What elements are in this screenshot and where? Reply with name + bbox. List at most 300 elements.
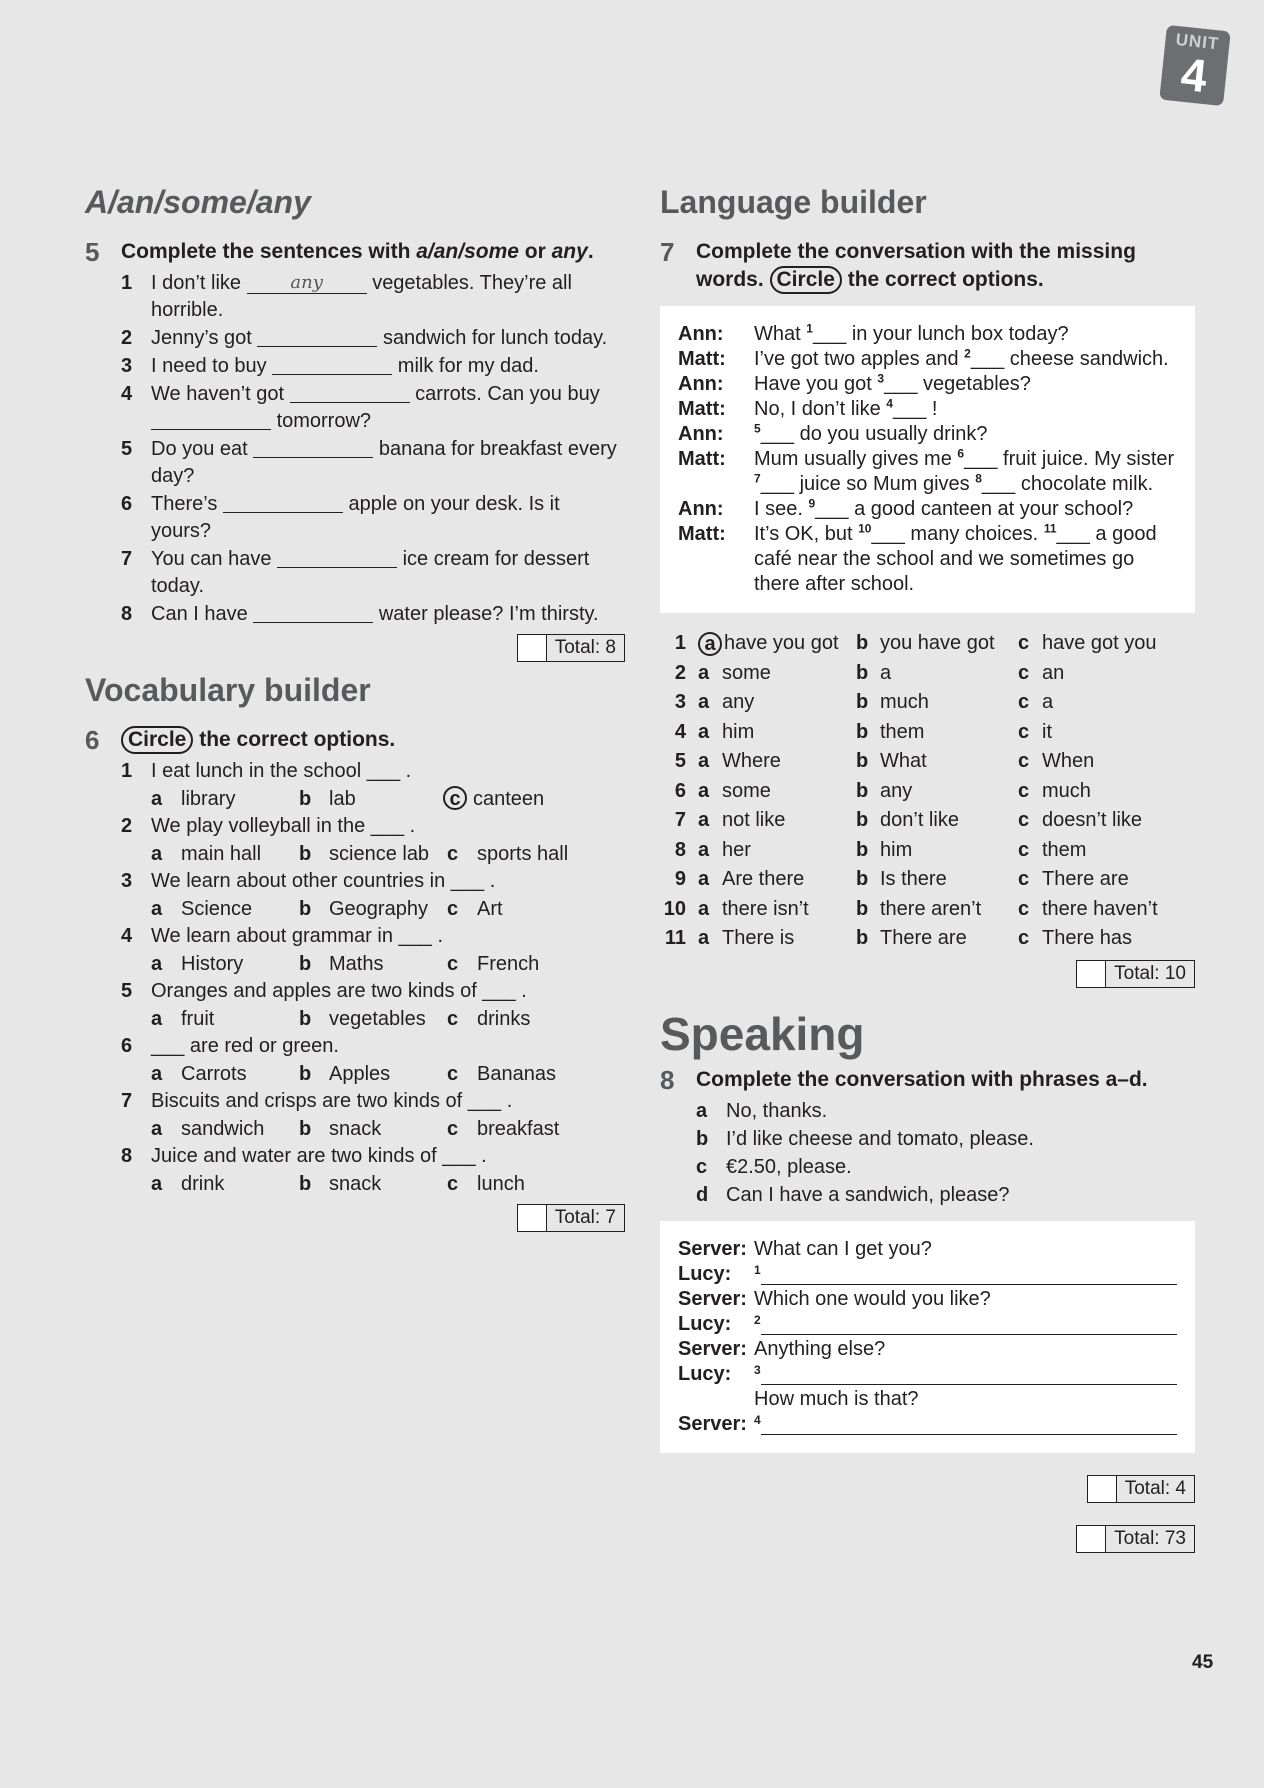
gap-number: 7 xyxy=(754,471,761,486)
question xyxy=(121,868,625,895)
option-row xyxy=(660,865,1195,895)
option-letter: b xyxy=(299,1008,312,1030)
conversation-line xyxy=(678,372,1177,397)
answer-blank[interactable] xyxy=(277,547,397,568)
option-text: drink xyxy=(181,1173,225,1195)
option-letter: c xyxy=(443,786,467,810)
option-letter: b xyxy=(299,1118,312,1140)
sentence-start: Can I have xyxy=(151,603,248,625)
answer-line[interactable] xyxy=(761,1362,1177,1385)
option-letter: b xyxy=(299,1063,312,1085)
item-number: 8 xyxy=(674,838,686,861)
text-fragment: ___ many choices. xyxy=(871,523,1044,545)
option-text: have you got xyxy=(724,632,839,654)
option-letter: c xyxy=(1018,838,1030,861)
answer-blank[interactable] xyxy=(223,492,343,513)
option-c[interactable] xyxy=(447,1171,607,1198)
total-label: Total: 73 xyxy=(1114,1527,1186,1549)
option-b[interactable] xyxy=(299,841,447,868)
option-text: not like xyxy=(722,809,786,831)
ex7-instruction xyxy=(660,238,1195,294)
answer-blank[interactable] xyxy=(151,409,271,430)
option-row xyxy=(121,1171,625,1198)
answer-blank[interactable] xyxy=(253,602,373,623)
option-letter: c xyxy=(1018,897,1030,920)
line-text xyxy=(754,372,1177,397)
gap-number: 2 xyxy=(964,346,971,361)
option-letter: c xyxy=(447,1063,459,1085)
option-text: What xyxy=(880,750,927,772)
option-a[interactable] xyxy=(698,865,856,895)
option-letter: a xyxy=(698,779,710,802)
option-a[interactable] xyxy=(151,1171,299,1198)
option-letter: c xyxy=(447,1118,459,1140)
option-text: him xyxy=(722,720,755,743)
option-text: there isn’t xyxy=(722,897,809,920)
option-row xyxy=(660,629,1195,659)
option-c[interactable] xyxy=(1018,629,1178,659)
item-number: 1 xyxy=(121,272,133,294)
option-b[interactable] xyxy=(856,836,1018,866)
ex6-total xyxy=(85,1204,625,1232)
option-c[interactable] xyxy=(1018,718,1178,748)
text-fragment: I see. xyxy=(754,498,809,520)
option-letter: a xyxy=(698,632,722,656)
item-number: 3 xyxy=(674,691,686,713)
option-letter: b xyxy=(856,868,869,890)
option-letter: c xyxy=(447,1173,459,1195)
option-a[interactable] xyxy=(151,841,299,868)
conversation-line xyxy=(678,397,1177,422)
ex5-heading: A/an/some/any xyxy=(85,184,311,220)
ex7-number: 7 xyxy=(660,237,675,267)
conversation-line xyxy=(678,1312,1177,1337)
text-fragment: ___ vegetables? xyxy=(884,373,1031,395)
option-text: any xyxy=(722,691,755,713)
line-text: How much is that? xyxy=(754,1387,919,1410)
option-text: science lab xyxy=(329,843,430,865)
gap-number: 4 xyxy=(886,396,893,411)
line-text xyxy=(754,1287,1177,1312)
ex5-instruction-end: . xyxy=(587,240,594,263)
question-text: I eat lunch in the school ___ . xyxy=(151,760,412,782)
option-text: There is xyxy=(722,927,795,949)
phrase-text: I’d like cheese and tomato, please. xyxy=(726,1127,1034,1150)
option-row xyxy=(660,718,1195,748)
circle-word: Circle xyxy=(770,266,842,294)
score-box[interactable] xyxy=(1088,1476,1117,1502)
option-b[interactable] xyxy=(856,777,1018,807)
option-c[interactable] xyxy=(447,951,607,978)
phrase-letter: b xyxy=(696,1127,709,1150)
item-number: 6 xyxy=(674,779,686,802)
option-text: doesn’t like xyxy=(1042,809,1143,831)
option-b[interactable] xyxy=(856,895,1018,925)
line-text xyxy=(754,422,1177,447)
option-text: snack xyxy=(329,1118,382,1140)
option-a[interactable] xyxy=(698,836,856,866)
list-item xyxy=(121,353,625,380)
option-row xyxy=(660,747,1195,777)
answer-blank[interactable] xyxy=(290,382,410,403)
line-text xyxy=(754,1387,1177,1412)
option-letter: c xyxy=(1018,779,1030,802)
gap-number: 8 xyxy=(975,471,982,486)
option-letter: a xyxy=(151,1008,163,1030)
option-letter: c xyxy=(1018,809,1030,831)
option-a[interactable] xyxy=(151,1061,299,1088)
score-box[interactable] xyxy=(1077,1526,1106,1552)
option-text: library xyxy=(181,788,236,810)
option-letter: c xyxy=(1018,632,1030,654)
option-c[interactable] xyxy=(447,1061,607,1088)
option-b[interactable] xyxy=(299,1116,447,1143)
handwritten-answer: any xyxy=(290,272,323,293)
option-a[interactable] xyxy=(698,806,856,836)
conversation-line xyxy=(678,1337,1177,1362)
option-b[interactable] xyxy=(856,806,1018,836)
answer-line[interactable] xyxy=(761,1412,1177,1435)
question-text: Biscuits and crisps are two kinds of ___ . xyxy=(151,1090,513,1112)
sentence-start: I need to buy xyxy=(151,355,267,377)
phrase-text: €2.50, please. xyxy=(726,1155,852,1178)
option-text: sports hall xyxy=(477,843,569,865)
option-letter: b xyxy=(856,838,869,861)
ex5-total xyxy=(85,634,625,662)
question xyxy=(121,923,625,950)
option-row xyxy=(121,786,625,813)
speaker-name: Matt: xyxy=(678,448,726,470)
option-letter: c xyxy=(447,953,459,975)
line-text xyxy=(754,397,1177,422)
ex6-heading: Vocabulary builder xyxy=(85,672,371,708)
option-b[interactable] xyxy=(856,747,1018,777)
phrase-text: No, thanks. xyxy=(726,1099,828,1122)
question xyxy=(121,1143,625,1170)
ex5-instruction-or: or xyxy=(518,240,552,263)
option-text: Art xyxy=(477,898,503,920)
line-text xyxy=(754,447,1177,497)
option-letter: b xyxy=(299,1173,312,1195)
item-number: 8 xyxy=(121,1145,133,1167)
option-letter: c xyxy=(1018,868,1030,890)
option-letter: a xyxy=(151,953,163,975)
option-row xyxy=(660,924,1195,954)
option-c[interactable] xyxy=(1018,806,1178,836)
option-letter: c xyxy=(447,898,459,920)
option-text: Science xyxy=(181,898,253,920)
option-b[interactable] xyxy=(856,924,1018,954)
ex5-items xyxy=(121,270,625,628)
option-letter: c xyxy=(1018,927,1030,949)
option-row xyxy=(660,688,1195,718)
answer-line[interactable] xyxy=(761,1312,1177,1335)
question xyxy=(121,1088,625,1115)
option-a[interactable] xyxy=(698,924,856,954)
option-b[interactable] xyxy=(856,865,1018,895)
text-fragment: Have you got xyxy=(754,373,878,395)
option-c[interactable] xyxy=(1018,747,1178,777)
option-text: There has xyxy=(1042,927,1133,949)
option-text: it xyxy=(1042,720,1052,743)
ex7-total xyxy=(660,960,1195,988)
ex6-instruction-text: the correct options. xyxy=(193,728,396,751)
sentence-end: water please? I’m thirsty. xyxy=(378,603,599,625)
text-fragment: No, I don’t like xyxy=(754,398,887,420)
list-item xyxy=(121,325,625,352)
option-c[interactable] xyxy=(1018,688,1178,718)
option-c[interactable] xyxy=(1018,836,1178,866)
conversation-line xyxy=(678,447,1177,497)
speaker-name: Lucy: xyxy=(678,1362,732,1385)
option-a[interactable] xyxy=(151,786,299,813)
option-letter: c xyxy=(447,843,459,865)
option-b[interactable] xyxy=(299,951,447,978)
option-text: drinks xyxy=(477,1008,531,1030)
option-letter: a xyxy=(698,897,710,920)
phrase xyxy=(696,1154,1195,1181)
phrase-letter: d xyxy=(696,1183,709,1206)
conversation-line xyxy=(678,1262,1177,1287)
speaker-name: Server: xyxy=(678,1412,747,1435)
option-text: sandwich xyxy=(181,1118,265,1140)
option-row xyxy=(121,1061,625,1088)
option-text: Maths xyxy=(329,953,384,975)
option-text: lunch xyxy=(477,1173,525,1195)
option-text: canteen xyxy=(473,788,545,810)
option-letter: a xyxy=(151,898,163,920)
ex8-conversation xyxy=(660,1221,1195,1453)
option-a[interactable] xyxy=(698,688,856,718)
phrase-letter: a xyxy=(696,1099,708,1122)
conversation-line xyxy=(678,422,1177,447)
text-fragment: ___ juice so Mum gives xyxy=(760,473,976,495)
option-c[interactable] xyxy=(447,841,607,868)
sentence-end: milk for my dad. xyxy=(397,355,539,377)
option-letter: b xyxy=(856,720,869,743)
list-item xyxy=(121,491,625,545)
item-number: 1 xyxy=(674,632,686,654)
option-c[interactable] xyxy=(1018,777,1178,807)
question xyxy=(121,813,625,840)
option-b[interactable] xyxy=(299,1171,447,1198)
item-number: 11 xyxy=(664,927,686,949)
ex7-options xyxy=(660,629,1195,954)
option-b[interactable] xyxy=(299,1061,447,1088)
item-number: 4 xyxy=(674,720,686,743)
conversation-line xyxy=(678,1237,1177,1262)
question-text: We learn about grammar in ___ . xyxy=(151,925,444,947)
option-letter: a xyxy=(698,838,710,861)
option-b[interactable] xyxy=(856,718,1018,748)
option-letter: b xyxy=(856,779,869,802)
text-fragment: ___ cheese sandwich. xyxy=(970,348,1169,370)
ex7-heading: Language builder xyxy=(660,184,927,220)
speaker-name: Lucy: xyxy=(678,1262,732,1285)
answer-blank[interactable] xyxy=(272,354,392,375)
gap-number: 10 xyxy=(858,521,872,536)
answer-line[interactable] xyxy=(761,1262,1177,1285)
option-a[interactable] xyxy=(698,777,856,807)
option-c[interactable] xyxy=(447,1006,607,1033)
option-row xyxy=(121,896,625,923)
option-letter: c xyxy=(1018,720,1030,743)
option-c[interactable] xyxy=(447,896,607,923)
option-row xyxy=(660,659,1195,689)
option-a[interactable] xyxy=(698,718,856,748)
line-text xyxy=(754,497,1177,522)
line-text xyxy=(754,1237,1177,1262)
speaker-name: Matt: xyxy=(678,348,726,370)
option-b[interactable] xyxy=(299,896,447,923)
item-number: 4 xyxy=(121,383,133,405)
phrase xyxy=(696,1098,1195,1125)
speaker-name: Lucy: xyxy=(678,1312,732,1335)
list-item xyxy=(121,270,625,324)
left-column xyxy=(85,184,625,1232)
option-a[interactable] xyxy=(151,1006,299,1033)
text-fragment: ___ chocolate milk. xyxy=(981,473,1154,495)
speaker-name: Ann: xyxy=(678,373,724,395)
speaker-name: Ann: xyxy=(678,423,724,445)
option-letter: c xyxy=(1018,661,1030,684)
question xyxy=(121,758,625,785)
phrase xyxy=(696,1182,1195,1209)
option-b[interactable] xyxy=(299,786,447,813)
conversation-line xyxy=(678,522,1177,597)
ex8-instruction-text: Complete the conversation with phrases a–d. xyxy=(696,1067,1148,1091)
gap-number: 11 xyxy=(1043,521,1057,536)
sentence-start: We haven’t got xyxy=(151,383,285,405)
text-fragment: What xyxy=(754,323,807,345)
score-box[interactable] xyxy=(518,1205,547,1231)
list-item xyxy=(121,436,625,490)
option-c[interactable] xyxy=(447,1116,607,1143)
option-text: Apples xyxy=(329,1063,391,1085)
option-c[interactable] xyxy=(1018,865,1178,895)
option-a[interactable] xyxy=(698,747,856,777)
item-text xyxy=(151,436,625,490)
line-text xyxy=(754,1262,1177,1287)
option-letter: b xyxy=(856,897,869,920)
option-b[interactable] xyxy=(299,1006,447,1033)
option-text: some xyxy=(722,661,771,684)
option-text: an xyxy=(1042,661,1065,684)
item-text xyxy=(151,491,625,545)
gap-number: 2 xyxy=(754,1312,761,1327)
gap-number: 6 xyxy=(957,446,965,461)
option-text: Where xyxy=(722,750,781,772)
option-text: History xyxy=(181,953,244,975)
line-text xyxy=(754,322,1177,347)
option-text: him xyxy=(880,838,913,861)
item-number: 7 xyxy=(121,548,133,570)
text-fragment: I’ve got two apples and xyxy=(754,348,965,370)
option-text: Carrots xyxy=(181,1063,247,1085)
option-letter: a xyxy=(151,788,163,810)
option-text: main hall xyxy=(181,843,262,865)
option-text: you have got xyxy=(880,632,995,654)
option-b[interactable] xyxy=(856,688,1018,718)
option-letter: c xyxy=(447,1008,459,1030)
option-a[interactable] xyxy=(698,629,856,659)
option-letter: a xyxy=(698,720,710,743)
option-letter: a xyxy=(151,1063,163,1085)
option-text: Is there xyxy=(880,868,947,890)
ex7-instruction-end: the correct options. xyxy=(841,268,1044,291)
score-box[interactable] xyxy=(518,635,547,661)
option-text: There are xyxy=(1042,868,1129,890)
option-text: There are xyxy=(880,927,967,949)
question-text: ___ are red or green. xyxy=(151,1035,339,1057)
option-text: her xyxy=(722,838,751,861)
item-text xyxy=(151,270,625,324)
option-c[interactable] xyxy=(447,786,607,813)
gap-number: 3 xyxy=(877,371,885,386)
gap-number: 3 xyxy=(754,1362,761,1377)
item-number: 8 xyxy=(121,603,133,625)
option-letter: a xyxy=(151,1173,163,1195)
option-row xyxy=(121,841,625,868)
answer-blank[interactable] xyxy=(257,326,377,347)
answer-blank[interactable] xyxy=(253,437,373,458)
ex5-number: 5 xyxy=(85,237,100,267)
option-letter: a xyxy=(151,1118,163,1140)
gap-number: 4 xyxy=(754,1412,761,1427)
text-fragment: ___ in your lunch box today? xyxy=(812,323,1069,345)
option-a[interactable] xyxy=(698,895,856,925)
item-text xyxy=(151,546,625,600)
option-text: When xyxy=(1042,750,1095,772)
option-b[interactable] xyxy=(856,659,1018,689)
text-fragment: ___ do you usually drink? xyxy=(760,423,988,445)
ex6-instruction xyxy=(85,726,625,754)
unit-number: 4 xyxy=(1178,47,1210,103)
answer-blank[interactable] xyxy=(247,273,367,294)
option-letter: a xyxy=(698,868,710,890)
right-column xyxy=(660,184,1195,1553)
option-row xyxy=(660,777,1195,807)
option-text: much xyxy=(1042,779,1091,802)
option-c[interactable] xyxy=(1018,924,1178,954)
option-b[interactable] xyxy=(856,629,1018,659)
question-text: Oranges and apples are two kinds of ___ . xyxy=(151,980,527,1002)
line-text xyxy=(754,1412,1177,1437)
item-number: 5 xyxy=(121,438,133,460)
option-c[interactable] xyxy=(1018,659,1178,689)
list-item xyxy=(121,601,625,628)
option-a[interactable] xyxy=(151,896,299,923)
option-c[interactable] xyxy=(1018,895,1178,925)
unit-label: UNIT xyxy=(1174,29,1221,54)
option-a[interactable] xyxy=(151,951,299,978)
sentence-end: apple on your desk. Is it yours? xyxy=(151,493,560,542)
ex5-instruction-words: a/an/some xyxy=(416,240,519,263)
option-row xyxy=(121,1006,625,1033)
speaker-name: Matt: xyxy=(678,523,726,545)
option-row xyxy=(660,806,1195,836)
option-letter: c xyxy=(1018,691,1030,713)
option-letter: c xyxy=(1018,750,1030,772)
score-box[interactable] xyxy=(1077,961,1106,987)
option-letter: b xyxy=(856,661,869,684)
option-a[interactable] xyxy=(151,1116,299,1143)
ex5-instruction-text: Complete the sentences with xyxy=(121,240,417,263)
option-a[interactable] xyxy=(698,659,856,689)
circle-word: Circle xyxy=(121,726,193,754)
option-text: vegetables xyxy=(329,1008,426,1030)
question xyxy=(121,1033,625,1060)
